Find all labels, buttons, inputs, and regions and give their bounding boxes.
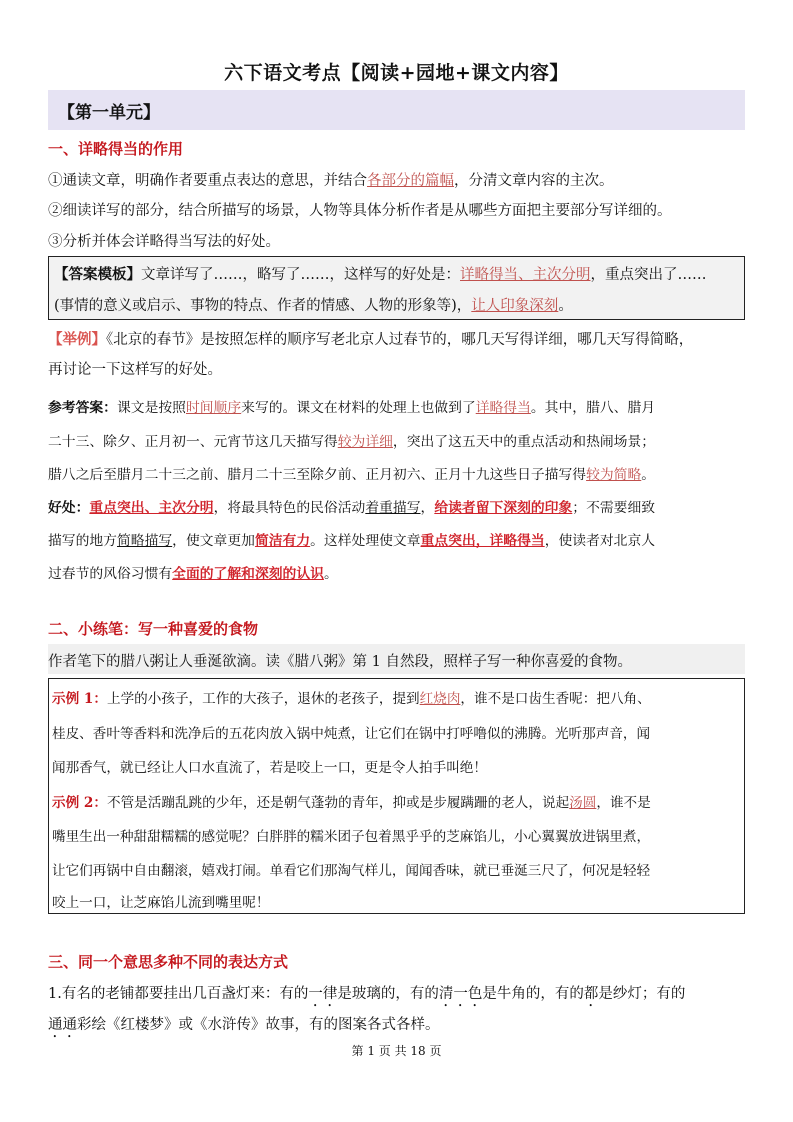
example-1-label: 示例 1： — [52, 691, 107, 707]
template-label: 【答案模板】 — [54, 266, 141, 283]
example-2-line-4: 咬上一口，让芝麻馅儿流到嘴里呢！ — [52, 895, 270, 911]
answer-line-2 — [48, 430, 655, 450]
s3-line-1 — [48, 982, 685, 1010]
underlined-text: 详略得当 — [475, 400, 531, 416]
underlined-text: 各部分的篇幅 — [367, 173, 454, 189]
text: 文章详写了……，略写了……，这样写的好处是： — [141, 267, 460, 283]
underlined-text: 让人印象深刻 — [471, 298, 559, 314]
underlined-text: 汤圆 — [569, 795, 597, 811]
answer-line-3 — [48, 463, 655, 483]
underlined-text: 红烧肉 — [419, 691, 461, 707]
text: 。 — [323, 566, 338, 582]
underlined-text: 简略描写 — [116, 533, 173, 549]
text: ，分清文章内容的主次。 — [454, 173, 614, 189]
example-1-line-3: 闻那香气，就已经让人口水直流了，若是咬上一口，更是令人拍手叫绝！ — [52, 760, 487, 776]
text: 是纱灯；有的 — [598, 986, 686, 1002]
example-question-line-2: 再讨论一下这样写的好处。 — [48, 362, 222, 378]
text: ，使读者对北京人 — [544, 533, 656, 549]
text: ，谁不是 — [596, 795, 651, 811]
text: 描写的地方 — [48, 533, 117, 549]
text: 彩绘《红楼梦》或《水浒传》故事，有的图案各式各样。 — [77, 1017, 440, 1033]
example-2-line-2: 嘴里生出一种甜甜糯糯的感觉呢？白胖胖的糯米团子包着黑乎乎的芝麻馅儿，小心翼翼放进锅里煮， — [52, 829, 651, 845]
s1-point-3: ③分析并体会详略得当写法的好处。 — [48, 234, 280, 250]
underlined-text: 重点突出、主次分明 — [89, 500, 214, 516]
page-title: 六下语文考点【阅读+园地+课文内容】 — [224, 62, 569, 84]
text: ，重点突出了…… — [590, 267, 707, 283]
text: 不管是活蹦乱跳的少年，还是朝气蓬勃的青年，抑或是步履蹒跚的老人，说起 — [106, 795, 570, 811]
benefit-line-3 — [48, 562, 338, 582]
dotted-text: 都 — [583, 986, 599, 1002]
text: 课文是按照 — [116, 400, 186, 416]
underlined-text: 给读者留下深刻的印象 — [434, 500, 573, 516]
benefit-line-1 — [48, 496, 655, 516]
template-line-1 — [54, 263, 707, 284]
section-2-heading: 二、小练笔：写一种喜爱的食物 — [48, 620, 259, 638]
underlined-text: 时间顺序 — [185, 400, 242, 416]
text: 。 — [641, 467, 656, 483]
s1-point-2: ②细读详写的部分，结合所描写的场景，人物等具体分析作者是从哪些方面把主要部分写详细的。 — [48, 203, 672, 219]
dotted-text: 通通 — [48, 1017, 77, 1033]
example-label: 【举例】 — [48, 331, 106, 348]
text: ，使文章更加 — [172, 533, 255, 549]
answer-template-box — [48, 256, 745, 320]
text: 来写的。课文在材料的处理上也做到了 — [241, 400, 476, 416]
s3-line-2 — [48, 1013, 440, 1041]
underlined-text: 着重描写 — [365, 500, 421, 516]
text: 上学的小孩子，工作的大孩子，退休的老孩子，提到 — [106, 691, 420, 707]
example-1-line-2: 桂皮、香叶等香料和洗净后的五花肉放入锅中炖煮，让它们在锅中打呼噜似的沸腾。光听那声音，闻 — [52, 726, 651, 742]
examples-box — [48, 678, 745, 914]
text: ， — [420, 500, 435, 516]
underlined-text: 较为详细 — [337, 434, 393, 450]
section-3-heading: 三、同一个意思多种不同的表达方式 — [48, 953, 289, 971]
text: 1.有名的老铺都要挂出几百盏灯来：有的 — [48, 986, 309, 1002]
example-question-line-1 — [48, 328, 693, 349]
dotted-text: 清一色 — [438, 986, 483, 1002]
section-1-heading: 一、详略得当的作用 — [48, 140, 184, 158]
example-2-line-3: 让它们再锅中自由翻滚，嬉戏打闹。单看它们那淘气样儿，闻闻香味，就已垂涎三尺了，何况是轻轻 — [52, 863, 651, 879]
text: (事情的意义或启示、事物的特点、作者的情感、人物的形象等)， — [54, 298, 472, 314]
text: 腊八之后至腊月二十三之前、腊月二十三至除夕前、正月初六、正月十九这些日子描写得 — [48, 467, 587, 483]
text: 二十三、除夕、正月初一、元宵节这几天描写得 — [48, 434, 338, 450]
answer-line-1 — [48, 396, 655, 416]
unit-label: 【第一单元】 — [58, 103, 160, 123]
text: 。这样处理使文章 — [310, 533, 421, 549]
text: ，谁不是口齿生香呢：把八角、 — [460, 691, 651, 707]
text: 《北京的春节》是按照怎样的顺序写老北京人过春节的，哪几天写得详细，哪几天写得简略， — [106, 332, 694, 348]
benefit-label: 好处： — [48, 500, 90, 516]
underlined-text: 详略得当、主次分明 — [460, 267, 591, 283]
unit-header — [48, 90, 745, 130]
text: 。 — [558, 298, 573, 314]
s1-point-1 — [48, 169, 614, 190]
page-footer: 第 1 页 共 18 页 — [351, 1044, 442, 1058]
dotted-text: 一律 — [308, 986, 338, 1002]
text: ；不需要细致 — [572, 500, 656, 516]
text: 。其中，腊八、腊月 — [530, 400, 656, 416]
example-2-label: 示例 2： — [52, 795, 107, 811]
template-line-2 — [54, 294, 573, 315]
example-1-line-1 — [52, 687, 651, 707]
text: ①通读文章，明确作者要重点表达的意思，并结合 — [48, 173, 367, 189]
underlined-text: 较为简略 — [586, 467, 642, 483]
text: ，将最具特色的民俗活动 — [213, 500, 366, 516]
text: ，突出了这五天中的重点活动和热闹场景； — [392, 434, 656, 450]
text: 是牛角的，有的 — [482, 986, 584, 1002]
underlined-text: 重点突出，详略得当 — [420, 533, 545, 549]
example-2-line-1 — [52, 791, 651, 811]
section-2-intro: 作者笔下的腊八粥让人垂涎欲滴。读《腊八粥》第 1 自然段，照样子写一种你喜爱的食物。 — [48, 654, 632, 670]
text: 过春节的风俗习惯有 — [48, 566, 173, 582]
text: 是玻璃的，有的 — [337, 986, 439, 1002]
answer-label: 参考答案： — [48, 400, 117, 416]
underlined-text: 全面的了解和深刻的认识 — [172, 566, 324, 582]
benefit-line-2 — [48, 529, 655, 549]
underlined-text: 简洁有力 — [254, 533, 311, 549]
